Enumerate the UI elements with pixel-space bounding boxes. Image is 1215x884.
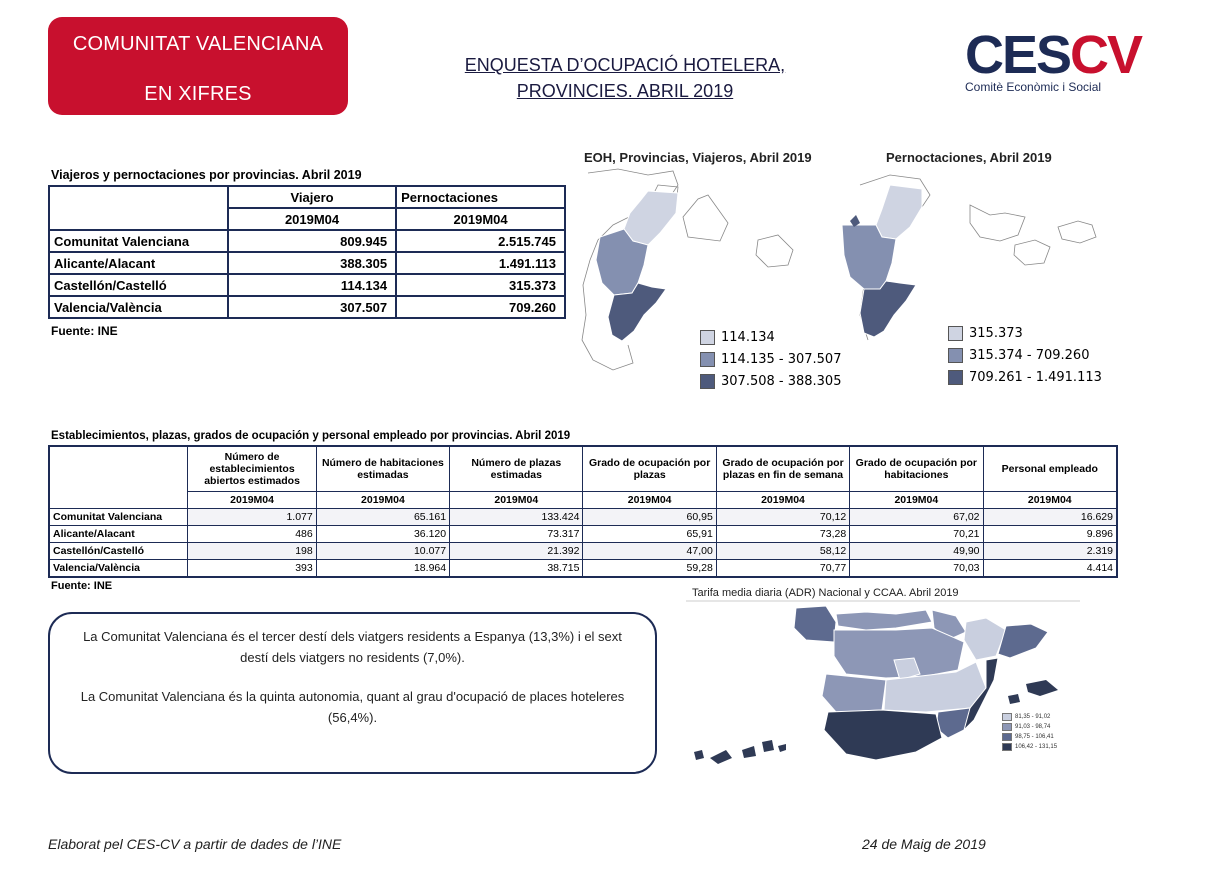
footer-date: 24 de Maig de 2019 <box>862 836 986 852</box>
table-cell: 60,95 <box>583 509 716 526</box>
legend-label: 114.134 <box>721 329 775 345</box>
table1-header-viajero: Viajero <box>228 186 396 208</box>
table1-caption: Viajeros y pernoctaciones por provincias. Abril 2019 <box>51 168 362 182</box>
row-label: Comunitat Valenciana <box>49 509 188 526</box>
cell-pernoctaciones: 709.260 <box>396 296 565 318</box>
legend-swatch <box>1002 743 1012 751</box>
legend-label: 98,75 - 106,41 <box>1015 734 1054 740</box>
legend-item <box>700 348 841 370</box>
legend-swatch <box>700 330 715 345</box>
legend-swatch <box>1002 723 1012 731</box>
table-cell: 67,02 <box>850 509 983 526</box>
region-andalucia <box>824 710 942 760</box>
table-cell: 2.319 <box>983 543 1117 560</box>
row-label: Alicante/Alacant <box>49 252 228 274</box>
legend-label: 315.373 <box>969 325 1023 341</box>
region-cataluna <box>998 624 1048 658</box>
region-extremadura <box>822 674 886 712</box>
adr-map-title: Tarifa media diaria (ADR) Nacional y CCAA. Abril 2019 <box>692 587 959 599</box>
logo-subtitle: Comitè Econòmic i Social <box>965 80 1102 94</box>
logo-ces: CES <box>965 25 1071 85</box>
cescv-logo <box>965 25 1142 100</box>
table-row <box>49 509 1117 526</box>
map1-legend <box>700 326 841 392</box>
table2-period: 2019M04 <box>450 492 583 509</box>
table2-header: Número de establecimientos abiertos estimados <box>188 446 316 492</box>
table1-corner <box>49 186 228 230</box>
table2-period: 2019M04 <box>316 492 449 509</box>
legend-swatch <box>1002 733 1012 741</box>
legend-label: 106,42 - 131,15 <box>1015 744 1058 750</box>
table-row <box>49 543 1117 560</box>
table2-period: 2019M04 <box>983 492 1117 509</box>
table-cell: 1.077 <box>188 509 316 526</box>
legend-swatch <box>1002 713 1012 721</box>
table-cell: 73.317 <box>450 526 583 543</box>
table2-caption: Establecimientos, plazas, grados de ocupación y personal empleado por provincias. Abril 2019 <box>51 430 571 442</box>
table-cell: 73,28 <box>716 526 849 543</box>
legend-swatch <box>948 326 963 341</box>
table-cell: 47,00 <box>583 543 716 560</box>
region-baleares <box>1026 680 1058 696</box>
table-cell: 70,03 <box>850 560 983 578</box>
document-title-line-2: PROVINCIES. ABRIL 2019 <box>516 81 734 101</box>
row-label: Comunitat Valenciana <box>49 230 228 252</box>
establishments-table <box>48 445 1118 578</box>
travellers-table <box>48 185 566 319</box>
table1-period: 2019M04 <box>228 208 396 230</box>
cell-pernoctaciones: 2.515.745 <box>396 230 565 252</box>
table-cell: 198 <box>188 543 316 560</box>
region-canarias <box>694 740 786 764</box>
table-cell: 133.424 <box>450 509 583 526</box>
document-title <box>440 52 810 104</box>
table-cell: 393 <box>188 560 316 578</box>
row-label: Valencia/València <box>49 560 188 578</box>
legend-label: 709.261 - 1.491.113 <box>969 369 1102 385</box>
legend-label: 307.508 - 388.305 <box>721 373 842 389</box>
map1-title: EOH, Provincias, Viajeros, Abril 2019 <box>584 150 812 165</box>
inland-outline <box>683 195 728 241</box>
table1-period: 2019M04 <box>396 208 565 230</box>
table2-header: Número de habitaciones estimadas <box>316 446 449 492</box>
table2-header: Número de plazas estimadas <box>450 446 583 492</box>
table-cell: 21.392 <box>450 543 583 560</box>
highlights-box <box>48 612 657 774</box>
cell-viajero: 388.305 <box>228 252 396 274</box>
row-label: Valencia/València <box>49 296 228 318</box>
table-cell: 38.715 <box>450 560 583 578</box>
table-cell: 70,12 <box>716 509 849 526</box>
table-row <box>49 560 1117 578</box>
legend-swatch <box>700 374 715 389</box>
cell-viajero: 114.134 <box>228 274 396 296</box>
island-outline <box>1058 221 1096 243</box>
table2-corner <box>49 446 188 509</box>
cell-pernoctaciones: 315.373 <box>396 274 565 296</box>
table-cell: 65,91 <box>583 526 716 543</box>
legend-label: 81,35 - 91,02 <box>1015 714 1051 720</box>
table1-source: Fuente: INE <box>51 324 118 338</box>
legend-item <box>948 344 1102 366</box>
table-cell: 65.161 <box>316 509 449 526</box>
highlight-paragraph-1: La Comunitat Valenciana és el tercer destí dels viatgers residents a Espanya (13,3%) i el sext destí dels viatgers no residents (7,0%). <box>83 629 622 665</box>
cell-pernoctaciones: 1.491.113 <box>396 252 565 274</box>
table-cell: 59,28 <box>583 560 716 578</box>
adr-legend <box>1002 712 1057 752</box>
table-cell: 4.414 <box>983 560 1117 578</box>
legend-label: 91,03 - 98,74 <box>1015 724 1051 730</box>
legend-label: 315.374 - 709.260 <box>969 347 1090 363</box>
table-row <box>49 230 565 252</box>
map2-legend <box>948 322 1102 388</box>
legend-label: 114.135 - 307.507 <box>721 351 842 367</box>
table-cell: 70,21 <box>850 526 983 543</box>
island-outline <box>756 235 793 267</box>
table2-header: Grado de ocupación por plazas en fin de semana <box>716 446 849 492</box>
document-title-line-1: ENQUESTA D’OCUPACIÓ HOTELERA, <box>464 55 786 75</box>
table-cell: 9.896 <box>983 526 1117 543</box>
table-row <box>49 274 565 296</box>
castellon-province <box>876 185 922 239</box>
region-galicia <box>794 606 836 642</box>
table2-period: 2019M04 <box>716 492 849 509</box>
table-cell: 16.629 <box>983 509 1117 526</box>
table-cell: 70,77 <box>716 560 849 578</box>
table-cell: 486 <box>188 526 316 543</box>
region-baleares-ibiza <box>1008 694 1020 704</box>
table2-period: 2019M04 <box>583 492 716 509</box>
legend-item <box>948 366 1102 388</box>
map2-title: Pernoctaciones, Abril 2019 <box>886 150 1052 165</box>
cell-viajero: 809.945 <box>228 230 396 252</box>
castellon-province <box>624 191 678 245</box>
table-cell: 58,12 <box>716 543 849 560</box>
legend-item <box>1002 742 1057 752</box>
legend-swatch <box>948 348 963 363</box>
island-outline <box>970 205 1025 241</box>
table-row <box>49 526 1117 543</box>
badge-line-2: EN XIFRES <box>144 83 252 105</box>
legend-swatch <box>948 370 963 385</box>
table-cell: 18.964 <box>316 560 449 578</box>
legend-item <box>1002 712 1057 722</box>
legend-item <box>700 370 841 392</box>
table2-header: Grado de ocupación por plazas <box>583 446 716 492</box>
table2-period: 2019M04 <box>850 492 983 509</box>
legend-item <box>1002 722 1057 732</box>
table2-source: Fuente: INE <box>51 580 113 592</box>
cell-viajero: 307.507 <box>228 296 396 318</box>
alicante-province <box>860 281 916 337</box>
table2-header: Personal empleado <box>983 446 1117 492</box>
legend-item <box>1002 732 1057 742</box>
table-row <box>49 296 565 318</box>
table2-period: 2019M04 <box>188 492 316 509</box>
legend-item <box>700 326 841 348</box>
highlight-paragraph-2: La Comunitat Valenciana és la quinta autonomia, quant al grau d'ocupació de places hoteleres (56,4%). <box>80 689 625 725</box>
table2-header: Grado de ocupación por habitaciones <box>850 446 983 492</box>
logo-cv: CV <box>1070 25 1142 85</box>
legend-item <box>948 322 1102 344</box>
legend-swatch <box>700 352 715 367</box>
table-cell: 10.077 <box>316 543 449 560</box>
island-outline <box>1014 240 1050 265</box>
row-label: Castellón/Castelló <box>49 274 228 296</box>
table-row <box>49 252 565 274</box>
row-label: Castellón/Castelló <box>49 543 188 560</box>
region-north-coast <box>836 610 932 630</box>
row-label: Alicante/Alacant <box>49 526 188 543</box>
title-badge <box>48 17 348 115</box>
footer-source: Elaborat pel CES-CV a partir de dades de l’INE <box>48 836 342 852</box>
table-cell: 36.120 <box>316 526 449 543</box>
badge-line-1: COMUNITAT VALENCIANA <box>72 33 324 55</box>
table1-header-pernoctaciones: Pernoctaciones <box>396 186 565 208</box>
table-cell: 49,90 <box>850 543 983 560</box>
